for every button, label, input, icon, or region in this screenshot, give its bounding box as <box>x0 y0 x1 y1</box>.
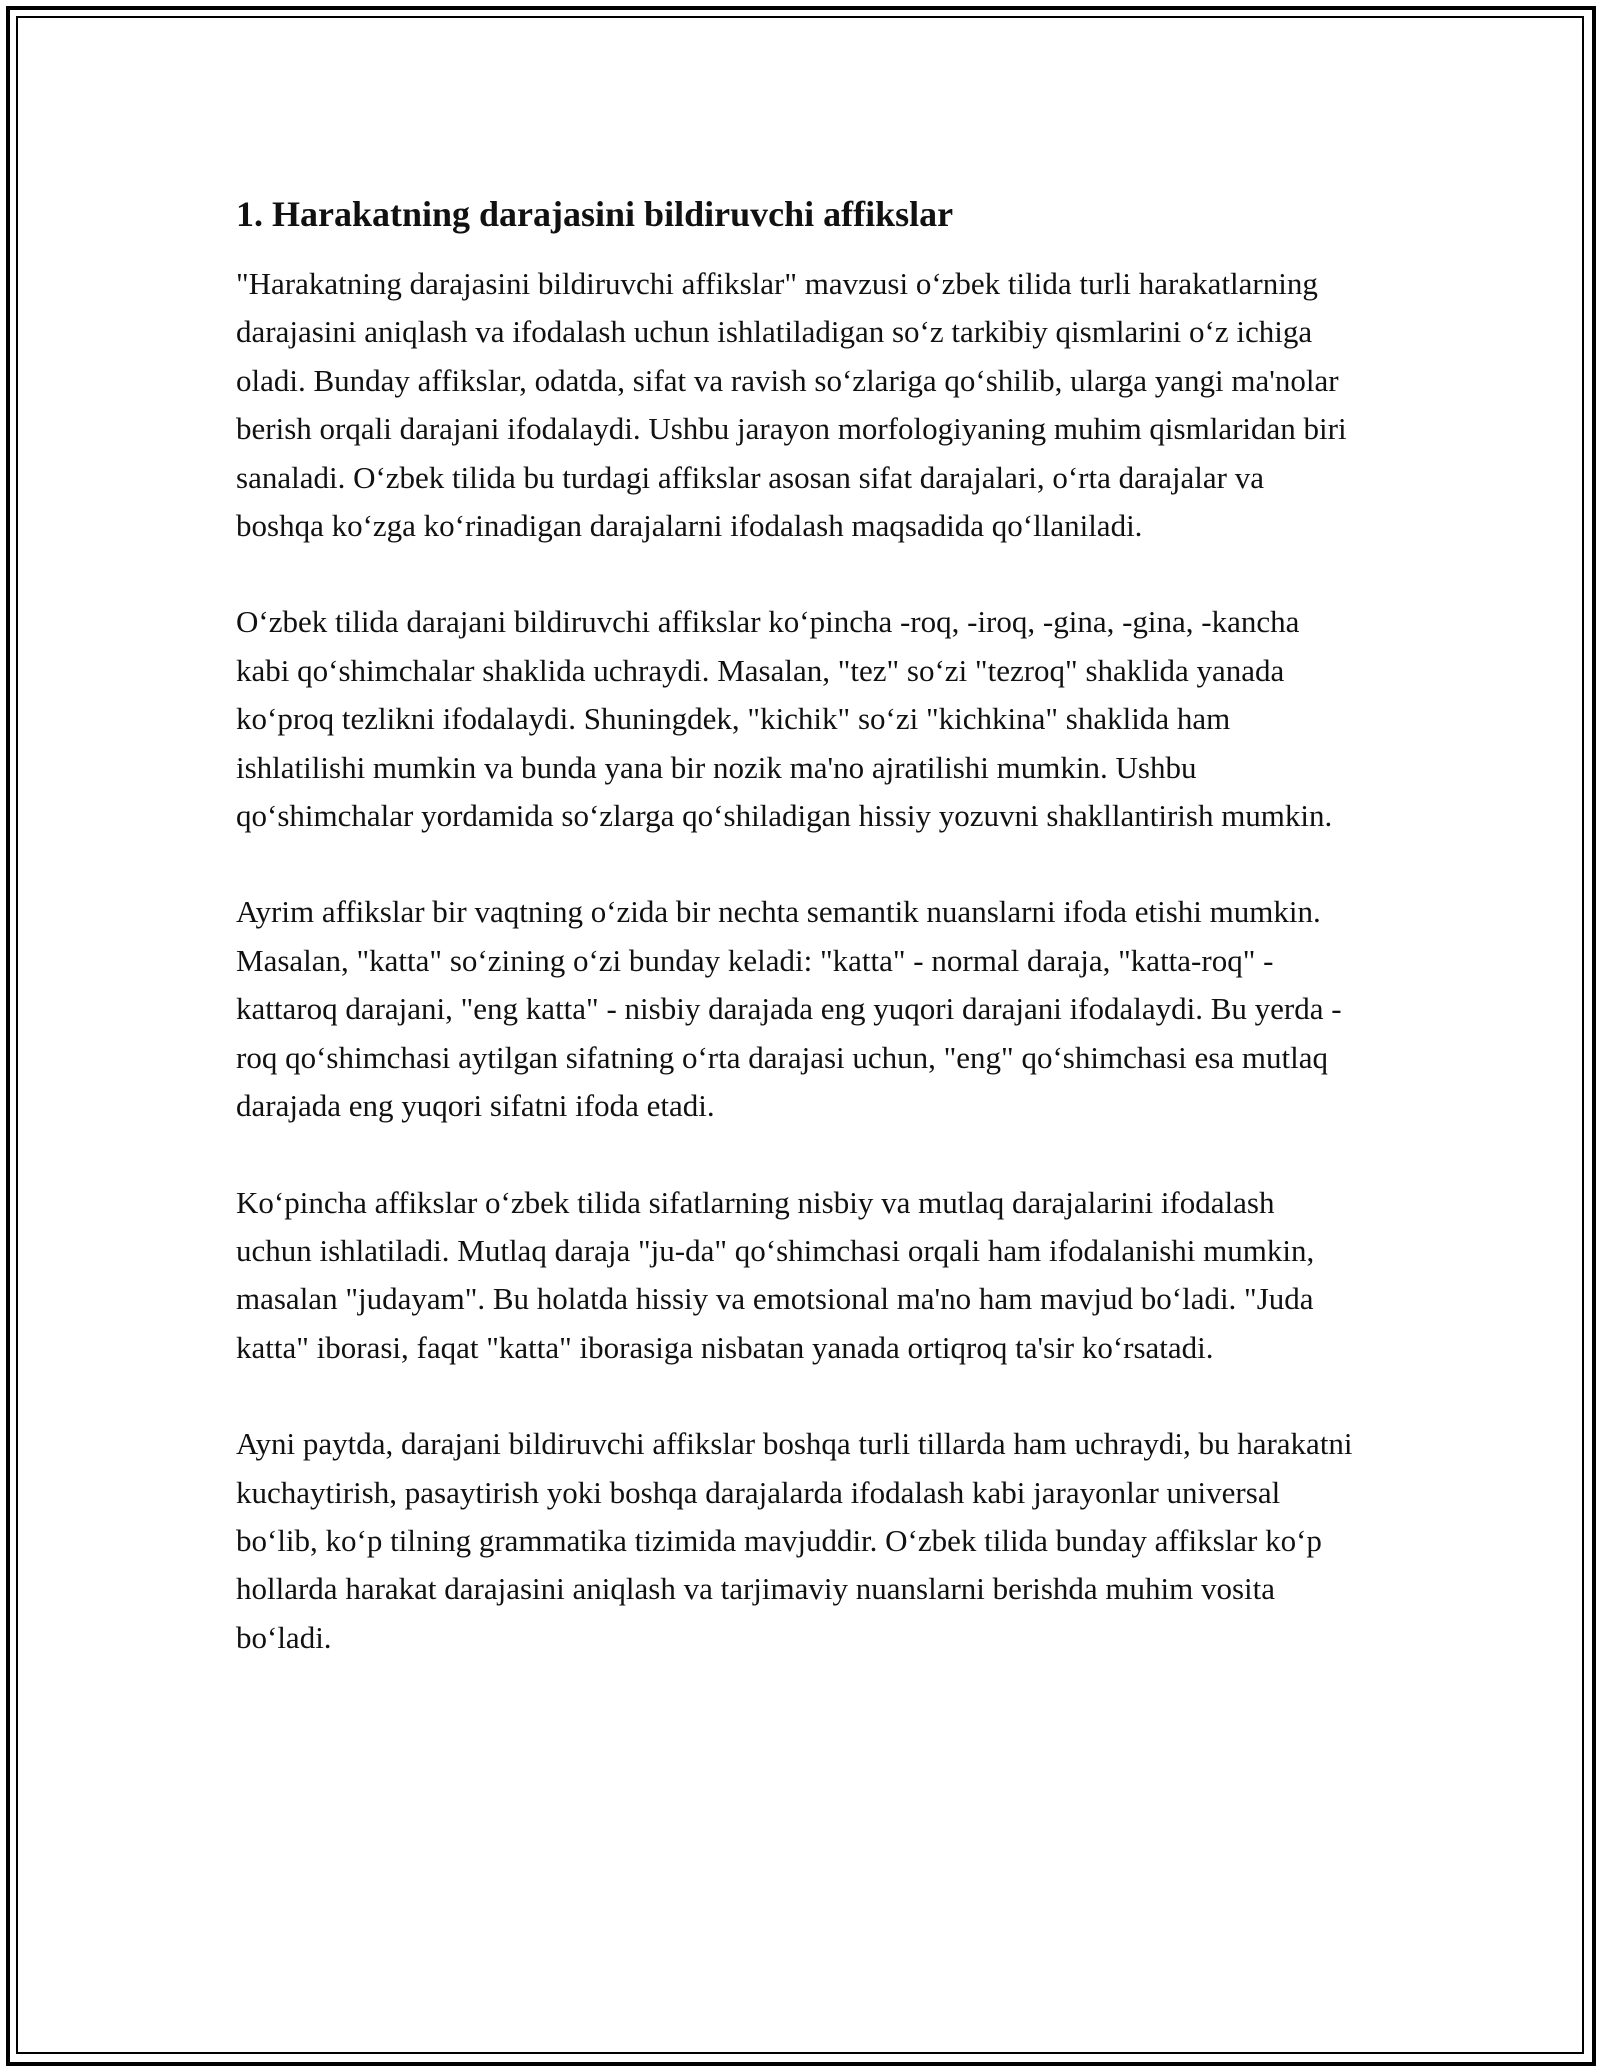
document-body <box>236 188 1356 1710</box>
paragraph-2: Oʻzbek tilida darajani bildiruvchi affikslar koʻpincha -roq, -iroq, -gina, -gina, -kancha kabi qoʻshimchalar shaklida uchraydi. Masalan, "tez" soʻzi "tezroq" shaklida yanada koʻproq tezlikni ifodalaydi. Shuningdek, "kichik" soʻzi "kichkina" shaklida ham ishlatilishi mumkin va bunda yana bir nozik ma'no ajratilishi mumkin. Ushbu qoʻshimchalar yordamida soʻzlarga qoʻshiladigan hissiy yozuvni shakllantirish mumkin. <box>236 604 1333 834</box>
paragraph-5: Ayni paytda, darajani bildiruvchi affikslar boshqa turli tillarda ham uchraydi, bu harakatni kuchaytirish, pasaytirish yoki boshqa darajalarda ifodalash kabi jarayonlar universal boʻlib, koʻp tilning grammatika tizimida mavjuddir. Oʻzbek tilida bunday affikslar koʻp hollarda harakat darajasini aniqlash va tarjimaviy nuanslarni berishda muhim vosita boʻladi. <box>236 1426 1353 1655</box>
paragraph-3: Ayrim affikslar bir vaqtning oʻzida bir nechta semantik nuanslarni ifoda etishi mumkin. Masalan, "katta" soʻzining oʻzi bunday keladi: "katta" - normal daraja, "katta-roq" - kattaroq darajani, "eng katta" - nisbiy darajada eng yuqori darajani ifodalaydi. Bu yerda -roq qoʻshimchasi aytilgan sifatning oʻrta darajasi uchun, "eng" qoʻshimchasi esa mutlaq darajada eng yuqori sifatni ifoda etadi. <box>236 894 1342 1124</box>
paragraph-1: "Harakatning darajasini bildiruvchi affikslar" mavzusi oʻzbek tilida turli harakatlarning darajasini aniqlash va ifodalash uchun ishlatiladigan soʻz tarkibiy qismlarini oʻz ichiga oladi. Bunday affikslar, odatda, sifat va ravish soʻzlariga qoʻshilib, ularga yangi ma'nolar berish orqali darajani ifodalaydi. Ushbu jarayon morfologiyaning muhim qismlaridan biri sanaladi. Oʻzbek tilida bu turdagi affikslar asosan sifat darajalari, oʻrta darajalar va boshqa koʻzga koʻrinadigan darajalarni ifodalash maqsadida qoʻllaniladi. <box>236 266 1347 544</box>
page-title: 1. Harakatning darajasini bildiruvchi affikslar <box>236 194 954 234</box>
paragraph-4: Koʻpincha affikslar oʻzbek tilida sifatlarning nisbiy va mutlaq darajalarini ifodalash uchun ishlatiladi. Mutlaq daraja "ju-da" qoʻshimchasi orqali ham ifodalanishi mumkin, masalan "judayam". Bu holatda hissiy va emotsional ma'no ham mavjud boʻladi. "Juda katta" iborasi, faqat "katta" iborasiga nisbatan yanada ortiqroq ta'sir koʻrsatadi. <box>236 1184 1315 1365</box>
